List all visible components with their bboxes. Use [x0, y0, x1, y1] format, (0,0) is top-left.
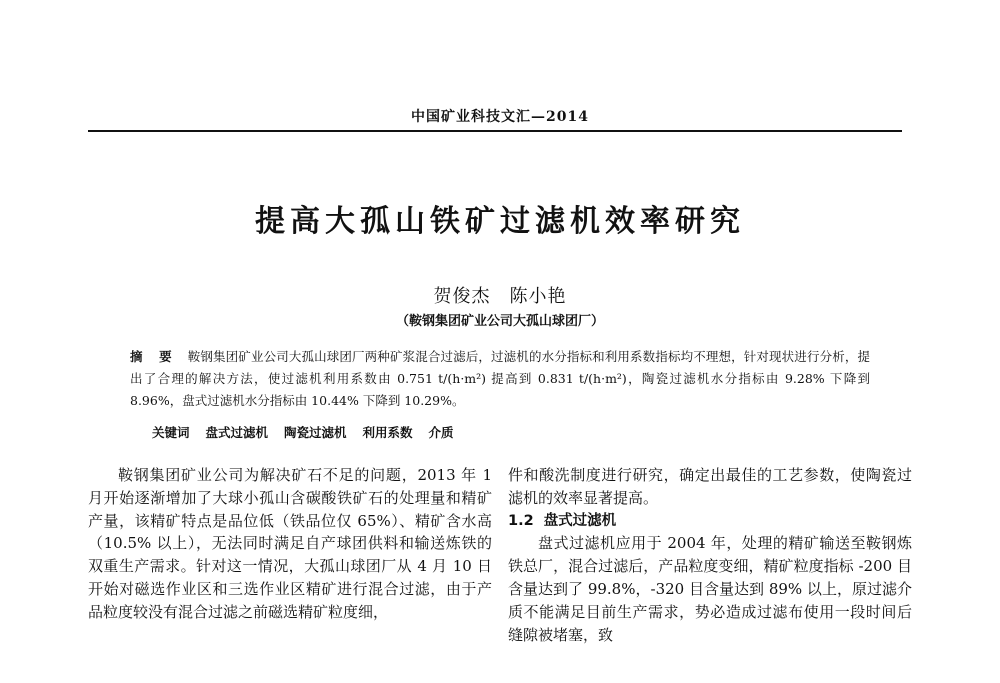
paper-title: 提高大孤山铁矿过滤机效率研究	[255, 204, 745, 239]
abstract-text: 鞍钢集团矿业公司大孤山球团厂两种矿浆混合过滤后，过滤机的水分指标和利用系数指标均不理想，针对现状进行分析，提出了合理的解决方法，使过滤机利用系数由 0.751 t/(h·m²) 提高到 0.831 t/(h·m²)，陶瓷过滤机水分指标由 9.28% 下降到 8.96%，盘式过滤机水分指标由 10.44% 下降到 10.29%。	[130, 349, 870, 408]
keyword: 介质	[428, 425, 454, 440]
running-header: 中国矿业科技文汇—2014	[411, 109, 589, 125]
keywords-label: 关键词	[152, 425, 190, 440]
section-title: 盘式过滤机	[543, 512, 617, 529]
header-rule	[88, 130, 902, 132]
abstract	[130, 346, 870, 412]
body-column-left	[88, 464, 492, 624]
body-paragraph: 件和酸洗制度进行研究，确定出最佳的工艺参数，使陶瓷过滤机的效率显著提高。	[508, 466, 912, 507]
body-paragraph: 盘式过滤机应用于 2004 年，处理的精矿输送至鞍钢炼铁总厂，混合过滤后，产品粒度变细，精矿粒度指标 -200 目含量达到了 99.8%，-320 目含量达到 89% 以上，原过滤介质不能满足目前生产需求，势必造成过滤布使用一段时间后缝隙被堵塞，致	[508, 534, 912, 644]
section-number: 1.2	[508, 512, 534, 529]
abstract-label: 摘 要	[130, 349, 178, 364]
body-column-right	[508, 464, 912, 646]
affiliation: （鞍钢集团矿业公司大孤山球团厂）	[395, 314, 604, 329]
keywords	[152, 424, 466, 442]
keyword: 陶瓷过滤机	[284, 425, 347, 440]
keyword: 利用系数	[362, 425, 413, 440]
authors: 贺俊杰 陈小艳	[433, 286, 567, 307]
keyword: 盘式过滤机	[205, 425, 269, 440]
section-heading	[508, 510, 912, 533]
body-paragraph: 鞍钢集团矿业公司为解决矿石不足的问题，2013 年 1 月开始逐渐增加了大球小孤山含碳酸铁矿石的处理量和精矿产量，该精矿特点是品位低（铁品位仅 65%）、精矿含水高（10.5% 以上），无法同时满足自产球团供料和输送炼铁的双重生产需求。针对这一情况，大孤山球团厂从 4 月 10 日开始对磁选作业区和三选作业区精矿进行混合过滤，由于产品粒度较没有混合过滤之前磁选精矿粒度细，	[88, 466, 492, 621]
